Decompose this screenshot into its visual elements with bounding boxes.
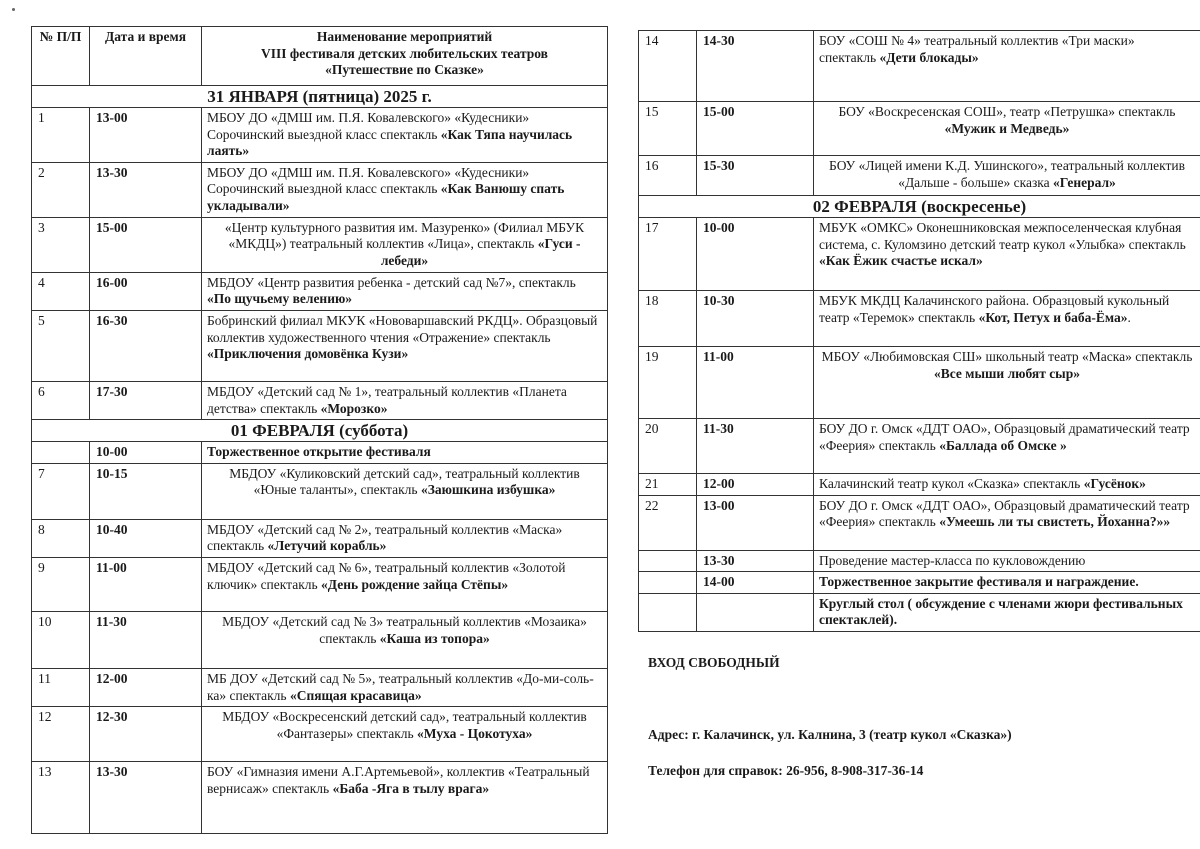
event-org-text: МБУК МКДЦ Калачинского района. Образцовый кукольный театр «Теремок» спектакль [819, 293, 1170, 325]
event-title: «Умеешь ли ты свистеть, Йоханна?»» [939, 514, 1171, 530]
event-num: 1 [32, 108, 90, 163]
table-row [639, 495, 1200, 550]
table-row [32, 611, 608, 668]
event-org-text: Калачинский театр кукол «Сказка» спектакль [819, 476, 1084, 491]
event-desc [202, 519, 608, 557]
event-org-text: МБОУ «Любимовская СШ» школьный театр «Маска» спектакль [821, 349, 1193, 364]
event-time: 15-00 [697, 102, 814, 156]
day-heading-feb02: 02 ФЕВРАЛЯ (воскресенье) [639, 196, 1200, 218]
event-num: 19 [639, 347, 697, 419]
event-time: 12-00 [697, 474, 814, 496]
event-title: «Как Тяпа научилась лаять» [207, 126, 573, 159]
table-row [639, 572, 1200, 594]
event-time: 17-30 [90, 381, 202, 419]
event-num: 8 [32, 519, 90, 557]
table-row [639, 156, 1200, 196]
event-title: «По щучьему велению» [207, 291, 353, 307]
event-desc [202, 108, 608, 163]
event-desc [814, 218, 1200, 291]
event-title: «Муха - Цокотуха» [417, 725, 533, 741]
event-time: 10-40 [90, 519, 202, 557]
event-title: Торжественное закрытие фестиваля и награждение. [819, 574, 1139, 590]
event-time: 16-30 [90, 310, 202, 381]
event-title: «Заюшкина избушка» [420, 482, 556, 498]
event-time: 11-30 [697, 419, 814, 474]
event-title: «Все мыши любят сыр» [934, 365, 1080, 381]
event-num: 22 [639, 495, 697, 550]
day-heading-feb01: 01 ФЕВРАЛЯ (суббота) [32, 420, 608, 442]
event-time: 12-30 [90, 707, 202, 762]
event-org-text: МБОУ ДО «ДМШ им. П.Я. Ковалевского» «Кудесники» Сорочинский выездной класс спектакль [207, 110, 530, 142]
event-desc [202, 668, 608, 706]
table-row [32, 463, 608, 519]
event-num: 14 [639, 31, 697, 102]
event-time: 12-00 [90, 668, 202, 706]
event-time: 15-30 [697, 156, 814, 196]
event-num: 2 [32, 162, 90, 217]
header-title: Наименование мероприятий VIII фестиваля детских любительских театров «Путешествие по Сказке» [202, 27, 608, 86]
event-org-text: БОУ «Лицей имени К.Д. Ушинского», театральный коллектив «Дальше - больше» сказка [829, 158, 1185, 190]
event-org-text: Бобринский филиал МКУК «Нововаршавский РКДЦ». Образцовый коллектив художественного чтения «Отражение» спектакль [207, 312, 598, 345]
event-desc [202, 310, 608, 381]
table-row [32, 272, 608, 310]
event-desc [202, 217, 608, 272]
event-num: 12 [32, 707, 90, 762]
event-title: «Приключения домовёнка Кузи» [207, 346, 409, 362]
table-row [32, 381, 608, 419]
table-row [639, 550, 1200, 572]
table-row [639, 347, 1200, 419]
event-title: «Как Ванюшу спать укладывали» [207, 181, 565, 213]
event-time: 10-15 [90, 463, 202, 519]
event-desc [814, 593, 1200, 631]
event-org-text: МБДОУ «Куликовский детский сад», театральный коллектив «Юные таланты», спектакль [229, 465, 580, 498]
event-time: 10-00 [697, 218, 814, 291]
event-desc [814, 550, 1200, 572]
event-org-text: БОУ «Воскресенская СОШ», театр «Петрушка» спектакль [838, 104, 1176, 119]
event-time: 11-30 [90, 611, 202, 668]
event-org-text: МБДОУ «Детский сад № 6», театральный коллектив «Золотой ключик» спектакль [207, 559, 566, 592]
event-time: 14-00 [697, 572, 814, 594]
day-row [32, 420, 608, 442]
event-title: Круглый стол ( обсуждение с членами жюри фестивальных спектаклей). [819, 595, 1183, 628]
event-time: 13-30 [90, 762, 202, 834]
event-num: 6 [32, 381, 90, 419]
table-row [639, 218, 1200, 291]
event-desc [202, 707, 608, 762]
event-title: «Баллада об Омске » [939, 437, 1067, 453]
event-title: «Кот, Петух и баба-Ёма» [978, 309, 1128, 325]
event-org-text: МБДОУ «Детский сад № 2», театральный коллектив «Маска» спектакль [207, 521, 563, 554]
event-num: 13 [32, 762, 90, 834]
event-num: 15 [639, 102, 697, 156]
event-time: 10-00 [90, 442, 202, 464]
event-time [697, 593, 814, 631]
event-title: Торжественное открытие фестиваля [207, 444, 431, 460]
event-time: 13-00 [697, 495, 814, 550]
event-time: 16-00 [90, 272, 202, 310]
table-row [639, 474, 1200, 496]
event-title: «Спящая красавица» [289, 687, 422, 703]
event-num: 10 [32, 611, 90, 668]
event-tail: . [1127, 309, 1131, 325]
event-time: 11-00 [697, 347, 814, 419]
event-org-text: БОУ «СОШ № 4» театральный коллектив «Три маски» спектакль [819, 33, 1135, 65]
event-desc [202, 611, 608, 668]
table-row [32, 557, 608, 611]
event-desc [202, 381, 608, 419]
event-org-text: БОУ «Гимназия имени А.Г.Артемьевой», коллектив «Театральный вернисаж» спектакль [207, 764, 590, 796]
event-num: 20 [639, 419, 697, 474]
event-title: «Гуси - лебеди» [380, 236, 581, 268]
event-desc [814, 102, 1200, 156]
table-row [32, 519, 608, 557]
header-num: № П/П [32, 27, 90, 86]
event-desc [814, 156, 1200, 196]
event-org-text: Проведение мастер-класса по кукловождению [819, 552, 1086, 568]
event-org-text: МБДОУ «Детский сад № 1», театральный коллектив «Планета детства» спектакль [207, 383, 567, 416]
event-num: 11 [32, 668, 90, 706]
event-title: «Мужик и Медведь» [944, 120, 1070, 136]
event-org-text: «Центр культурного развития им. Мазуренко» (Филиал МБУК «МКДЦ») театральный коллектив «Лица», спектакль [224, 219, 585, 252]
event-desc [202, 557, 608, 611]
event-desc [202, 272, 608, 310]
scan-speck [12, 8, 15, 11]
event-time: 13-30 [90, 162, 202, 217]
table-row [32, 707, 608, 762]
event-num: 16 [639, 156, 697, 196]
event-num [639, 593, 697, 631]
event-desc [814, 572, 1200, 594]
schedule-table-right [638, 30, 1200, 632]
event-desc [814, 31, 1200, 102]
day-row [32, 86, 608, 108]
free-entry-note: ВХОД СВОБОДНЫЙ [648, 655, 780, 670]
event-title: «Дети блокады» [879, 49, 979, 65]
event-org-text: МБ ДОУ «Детский сад № 5», театральный коллектив «До-ми-соль-ка» спектакль [207, 670, 594, 703]
event-desc [814, 495, 1200, 550]
event-desc [202, 463, 608, 519]
event-org-text: БОУ ДО г. Омск «ДДТ ОАО», Образцовый драматический театр «Феерия» спектакль [819, 497, 1190, 530]
event-org-text: МБДОУ «Центр развития ребенка - детский сад №7», спектакль [207, 274, 576, 290]
address-line: Адрес: г. Калачинск, ул. Калнина, 3 (театр кукол «Сказка») [648, 727, 1012, 742]
event-desc [814, 419, 1200, 474]
table-row [32, 668, 608, 706]
event-org-text: МБОУ ДО «ДМШ им. П.Я. Ковалевского» «Кудесники» Сорочинский выездной класс спектакль [207, 164, 530, 197]
table-row [32, 108, 608, 163]
event-title: «Морозко» [320, 400, 388, 416]
event-title: «Баба -Яга в тылу врага» [332, 780, 490, 796]
table-row [639, 593, 1200, 631]
event-desc [814, 291, 1200, 347]
event-time: 13-30 [697, 550, 814, 572]
event-num: 4 [32, 272, 90, 310]
event-num: 17 [639, 218, 697, 291]
event-time: 13-00 [90, 108, 202, 163]
event-time: 11-00 [90, 557, 202, 611]
event-num: 18 [639, 291, 697, 347]
event-time: 14-30 [697, 31, 814, 102]
day-heading-jan31: 31 ЯНВАРЯ (пятница) 2025 г. [32, 86, 608, 108]
event-num: 9 [32, 557, 90, 611]
event-num: 21 [639, 474, 697, 496]
header-datetime: Дата и время [90, 27, 202, 86]
schedule-table-left [31, 26, 608, 834]
event-org-text: МБУК «ОМКС» Оконешниковская межпоселенческая клубная система, с. Куломзино детский театр кукол «Улыбка» спектакль [819, 220, 1186, 252]
event-title: «День рождение зайца Стёпы» [321, 576, 509, 592]
event-title: «Летучий корабль» [267, 538, 387, 554]
event-num [32, 442, 90, 464]
event-num [639, 550, 697, 572]
table-row [639, 102, 1200, 156]
event-org-text: МБДОУ «Детский сад № 3» театральный коллектив «Мозаика» спектакль [222, 613, 587, 646]
table-header-row [32, 27, 608, 86]
event-title: «Гусёнок» [1083, 476, 1146, 491]
table-row [32, 217, 608, 272]
table-row [32, 310, 608, 381]
event-desc [202, 762, 608, 834]
event-title: «Как Ёжик счастье искал» [819, 253, 983, 269]
table-row [32, 442, 608, 464]
phone-line: Телефон для справок: 26-956, 8-908-317-36-14 [648, 763, 924, 778]
event-org-text: БОУ ДО г. Омск «ДДТ ОАО», Образцовый драматический театр «Феерия» спектакль [819, 421, 1190, 453]
event-desc [202, 162, 608, 217]
table-row [32, 162, 608, 217]
event-desc [202, 442, 608, 464]
table-row [639, 291, 1200, 347]
day-row [639, 196, 1200, 218]
event-desc [814, 347, 1200, 419]
event-title: «Генерал» [1053, 174, 1116, 190]
event-num [639, 572, 697, 594]
table-row [639, 31, 1200, 102]
event-time: 10-30 [697, 291, 814, 347]
table-row [32, 762, 608, 834]
event-desc [814, 474, 1200, 496]
event-num: 3 [32, 217, 90, 272]
event-org-text: МБДОУ «Воскресенский детский сад», театральный коллектив «Фантазеры» спектакль [222, 709, 587, 741]
event-title: «Каша из топора» [379, 630, 490, 646]
event-num: 5 [32, 310, 90, 381]
event-time: 15-00 [90, 217, 202, 272]
table-row [639, 419, 1200, 474]
event-num: 7 [32, 463, 90, 519]
